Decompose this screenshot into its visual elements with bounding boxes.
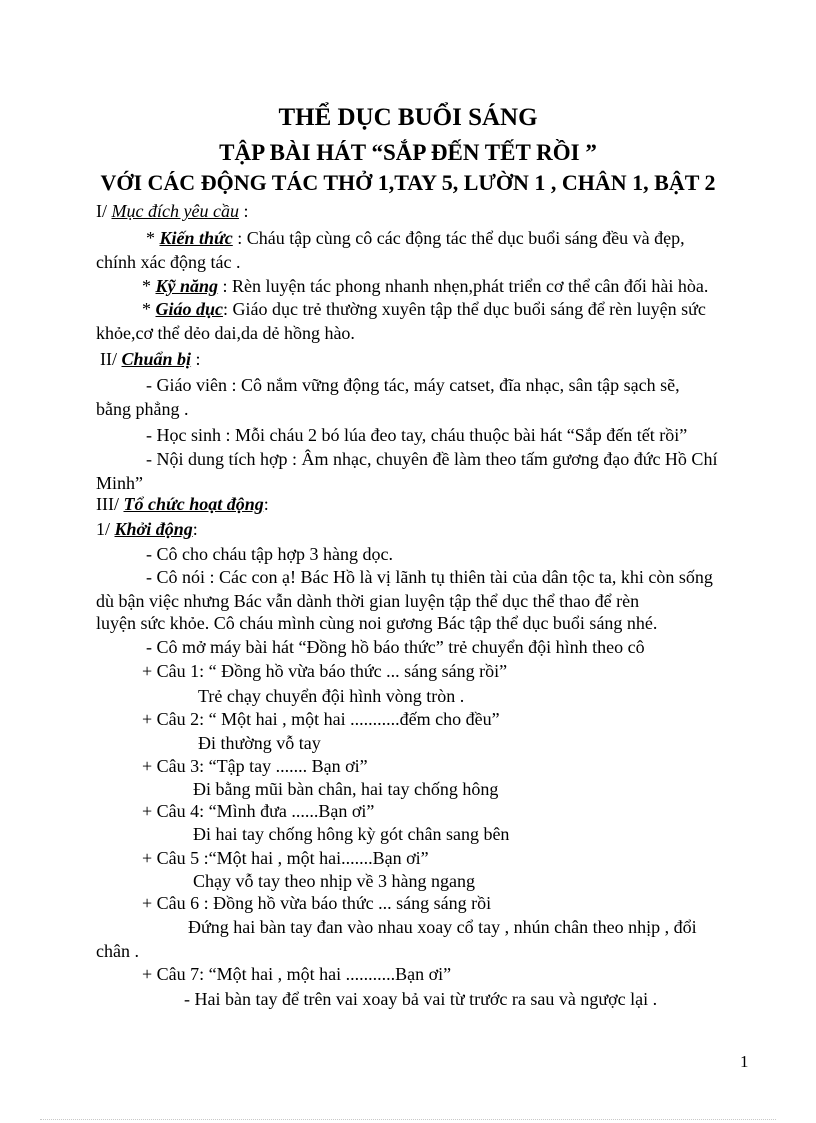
activity-line: luyện sức khỏe. Cô cháu mình cùng noi gương Bác tập thể dục buổi sáng nhé. [96, 613, 658, 633]
verse-line: + Câu 7: “Một hai , một hai ...........Bạn ơi” [142, 964, 452, 984]
objective-knowledge-cont: chính xác động tác . [96, 252, 241, 272]
verse-line: + Câu 3: “Tập tay ....... Bạn ơi” [142, 756, 368, 776]
prep-integration-cont: Minh” [96, 473, 143, 493]
section-number: I/ [96, 201, 112, 221]
objective-label: Kiến thức [159, 228, 233, 248]
section-2-heading [100, 348, 201, 370]
verse-line: + Câu 1: “ Đồng hồ vừa báo thức ... sáng sáng rồi” [142, 661, 508, 681]
prep-teacher-cont: bằng phẳng . [96, 399, 189, 419]
section-label: Chuẩn bị [121, 349, 192, 369]
section-suffix: : [238, 201, 249, 221]
subsection-number: 1/ [96, 519, 115, 539]
verse-line: + Câu 4: “Mình đưa ......Bạn ơi” [142, 801, 375, 821]
subsection-label: Khởi động [114, 519, 193, 539]
objective-label: Giáo dục [155, 299, 223, 319]
subsection-warmup-heading [96, 518, 198, 540]
document-subtitle-2: VỚI CÁC ĐỘNG TÁC THỞ 1,TAY 5, LƯỜN 1 , CHÂN 1, BẬT 2 [100, 170, 716, 195]
verse-line: + Câu 5 :“Một hai , một hai.......Bạn ơi” [142, 848, 429, 868]
objective-knowledge [146, 227, 685, 249]
objective-text: : Cháu tập cùng cô các động tác thể dục buổi sáng đều và đẹp, [232, 228, 685, 248]
verse-description-cont: chân . [96, 941, 139, 961]
activity-line: dù bận việc nhưng Bác vẫn dành thời gian luyện tập thể dục thể thao để rèn [96, 591, 640, 611]
section-label: Tổ chức hoạt động [123, 494, 264, 514]
bullet-star: * [142, 299, 156, 319]
verse-description: Đi thường vỗ tay [198, 733, 321, 753]
objective-label: Kỹ năng [155, 276, 219, 296]
verse-description: Trẻ chạy chuyển đội hình vòng tròn . [198, 686, 465, 706]
verse-description: Chạy vỗ tay theo nhịp về 3 hàng ngang [193, 871, 475, 891]
section-3-heading [96, 493, 269, 515]
footer-divider [40, 1119, 776, 1120]
prep-teacher: - Giáo viên : Cô nắm vững động tác, máy catset, đĩa nhạc, sân tập sạch sẽ, [146, 375, 680, 395]
objective-skill [142, 275, 708, 297]
activity-line: - Cô cho cháu tập hợp 3 hàng dọc. [146, 544, 393, 564]
prep-integration: - Nội dung tích hợp : Âm nhạc, chuyên đề làm theo tấm gương đạo đức Hồ Chí [146, 449, 718, 469]
section-label: Mục đích yêu cầu [111, 201, 239, 221]
section-1-heading [96, 200, 248, 222]
section-suffix: : [263, 494, 269, 514]
verse-description: Đứng hai bàn tay đan vào nhau xoay cổ tay , nhún chân theo nhịp , đổi [188, 917, 697, 937]
section-number: III/ [96, 494, 124, 514]
verse-line: + Câu 6 : Đồng hồ vừa báo thức ... sáng sáng rồi [142, 893, 492, 913]
activity-line: - Cô mở máy bài hát “Đồng hồ báo thức” trẻ chuyển đội hình theo cô [146, 637, 645, 657]
subsection-suffix: : [192, 519, 198, 539]
document-subtitle: TẬP BÀI HÁT “SẮP ĐẾN TẾT RỒI ” [219, 140, 597, 165]
prep-students: - Học sinh : Mỗi cháu 2 bó lúa đeo tay, cháu thuộc bài hát “Sắp đến tết rồi” [146, 425, 688, 445]
bullet-star: * [142, 276, 156, 296]
objective-education-cont: khỏe,cơ thể dẻo dai,da dẻ hồng hào. [96, 323, 355, 343]
objective-text: : Giáo dục trẻ thường xuyên tập thể dục buổi sáng để rèn luyện sức [223, 299, 706, 319]
objective-education [142, 298, 706, 320]
verse-description: - Hai bàn tay để trên vai xoay bả vai từ trước ra sau và ngược lại . [184, 989, 658, 1009]
verse-description: Đi bằng mũi bàn chân, hai tay chống hông [193, 779, 499, 799]
document-title: THỂ DỤC BUỔI SÁNG [278, 104, 538, 131]
activity-line: - Cô nói : Các con ạ! Bác Hồ là vị lãnh tụ thiên tài của dân tộc ta, khi còn sống [146, 567, 713, 587]
section-suffix: : [191, 349, 201, 369]
page-number: 1 [740, 1052, 749, 1071]
verse-line: + Câu 2: “ Một hai , một hai ...........đếm cho đều” [142, 709, 500, 729]
section-number: II/ [100, 349, 122, 369]
objective-text: : Rèn luyện tác phong nhanh nhẹn,phát triển cơ thể cân đối hài hòa. [218, 276, 709, 296]
bullet-star: * [146, 228, 160, 248]
verse-description: Đi hai tay chống hông kỳ gót chân sang bên [193, 824, 510, 844]
